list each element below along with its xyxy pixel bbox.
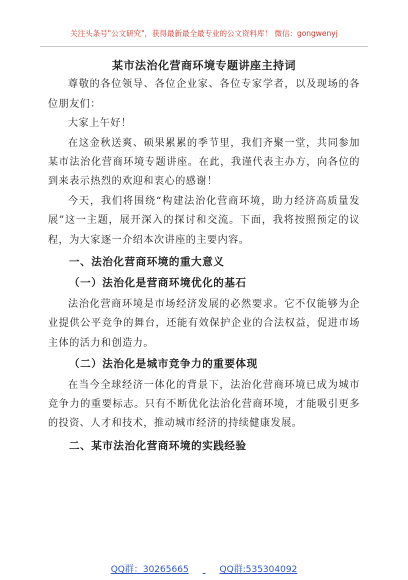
section-heading-1: 一、法治化营商环境的重大意义 — [69, 256, 225, 269]
paragraph-hello: 大家上午好！ — [68, 118, 132, 130]
footer-contacts — [0, 562, 408, 575]
paragraph-greeting: 尊敬的各位领导、各位企业家、各位专家学者，以及现场的各位朋友们： — [48, 79, 360, 110]
section-heading-2: 二、某市法治化营商环境的实践经验 — [69, 439, 247, 452]
footer-qq-group-1[interactable]: QQ群：30265665 — [110, 565, 189, 575]
document-body — [48, 56, 360, 457]
document-title: 某市法治化营商环境专题讲座主持词 — [112, 59, 296, 72]
paragraph-welcome: 在这金秋送爽、硕果累累的季节里，我们齐聚一堂，共同参加某市法治化营商环境专题讲座。在此，我谨代表主办方，向各位的到来表示热烈的欢迎和衷心的感谢！ — [48, 137, 360, 188]
header-divider — [40, 46, 368, 47]
footer-qq-group-2[interactable]: QQ群:535304092 — [219, 565, 298, 575]
subsection-text-1-2: 在当今全球经济一体化的背景下，法治化营商环境已成为城市竞争力的重要标志。只有不断优化法治化营商环境，才能吸引更多的投资、人才和技术，推动城市经济的持续健康发展。 — [48, 379, 360, 430]
subsection-heading-1-2: （二）法治化是城市竞争力的重要体现 — [69, 358, 258, 371]
subsection-text-1-1: 法治化营商环境是市场经济发展的必然要求。它不仅能够为企业提供公平竞争的舞台，还能有效保护企业的合法权益，促进市场主体的活力和创造力。 — [48, 298, 360, 349]
subsection-heading-1-1: （一）法治化是营商环境优化的基石 — [69, 277, 247, 290]
paragraph-theme: 今天，我们将围绕“构建法治化营商环境，助力经济高质量发展”这一主题，展开深入的探讨和交流。下面，我将按照预定的议程，为大家逐一介绍本次讲座的主要内容。 — [48, 195, 360, 246]
header-note: 关注头条号"公文研究"，获得最新最全最专业的公文资料库！ 微信：gongwenyj — [70, 29, 338, 38]
